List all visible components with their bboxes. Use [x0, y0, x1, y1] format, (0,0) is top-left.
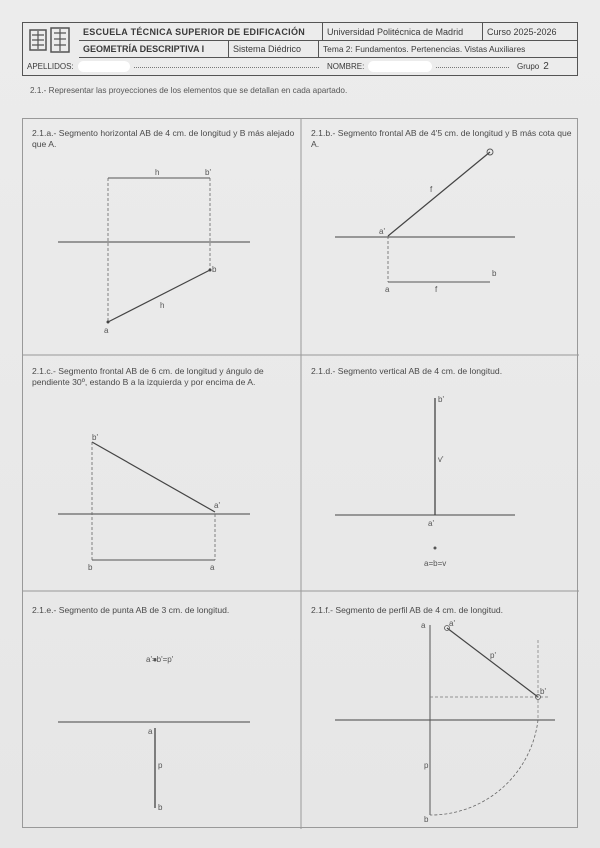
label-f-p: p: [424, 761, 429, 770]
label-f-ap: a': [449, 619, 455, 628]
label-f-a: a: [421, 621, 426, 630]
drawing-2-1-c: [58, 433, 250, 572]
school-name: ESCUELA TÉCNICA SUPERIOR DE EDIFICACIÓN: [79, 23, 323, 40]
label-b-b: b: [492, 269, 497, 278]
label-c-a: a: [210, 563, 215, 572]
topic-name: Tema 2: Fundamentos. Pertenencias. Vistas Auxiliares: [323, 43, 526, 54]
label-a-h: h: [155, 168, 160, 177]
course-year: Curso 2025-2026: [487, 26, 557, 37]
university-name: Universidad Politécnica de Madrid: [323, 23, 483, 40]
subject-name: GEOMETRÍA DESCRIPTIVA I: [79, 40, 229, 57]
label-e-top: a'=b'=p': [146, 655, 174, 664]
caption-2-1-d: 2.1.d.- Segmento vertical AB de 4 cm. de longitud.: [311, 366, 503, 376]
label-e-b: b: [158, 803, 163, 812]
surname-label: APELLIDOS:: [27, 62, 74, 71]
label-c-b: b: [88, 563, 93, 572]
group-label: Grupo: [517, 62, 540, 71]
caption-2-1-c: 2.1.c.- Segmento frontal AB de 6 cm. de longitud y ángulo de pendiente 30º, estando B a la izquierda y por encima de A.: [32, 366, 264, 387]
label-d-v: v': [438, 455, 444, 464]
label-e-p: p: [158, 761, 163, 770]
label-a-hp: h: [160, 301, 165, 310]
label-b-fp: f: [435, 285, 438, 294]
label-e-a: a: [148, 727, 153, 736]
caption-2-1-e: 2.1.e.- Segmento de punta AB de 3 cm. de longitud.: [32, 605, 230, 615]
label-b-a: a: [385, 285, 390, 294]
label-a-bp: b': [205, 168, 211, 177]
label-c-ap: a': [214, 501, 220, 510]
system-name: Sistema Diédrico: [229, 40, 319, 57]
label-d-bp: b': [438, 395, 444, 404]
label-b-f: f: [430, 185, 433, 194]
caption-2-1-f: 2.1.f.- Segmento de perfil AB de 4 cm. de longitud.: [311, 605, 504, 615]
label-a-b: b: [212, 265, 217, 274]
drawing-2-1-d: [335, 395, 515, 568]
label-d-ab: a=b=v: [424, 559, 447, 568]
caption-2-1-b: 2.1.b.- Segmento frontal AB de 4'5 cm. de longitud y B más cota que A.: [311, 128, 572, 149]
drawing-2-1-f: [335, 619, 555, 824]
label-d-ap: a': [428, 519, 434, 528]
label-c-bp: b': [92, 433, 98, 442]
intro-statement: 2.1.- Representar las proyecciones de los elementos que se detallan en cada apartado.: [30, 86, 348, 95]
label-f-b: b: [424, 815, 429, 824]
label-f-bp: b': [540, 687, 546, 696]
group-value: 2: [543, 61, 549, 72]
drawing-2-1-b: [335, 149, 515, 294]
drawing-2-1-e: [58, 655, 250, 812]
drawing-2-1-a: [58, 168, 250, 335]
caption-2-1-a: 2.1.a.- Segmento horizontal AB de 4 cm. de longitud y B más alejado que A.: [32, 128, 295, 149]
name-label: NOMBRE:: [327, 62, 365, 71]
label-b-ap: a': [379, 227, 385, 236]
label-f-pp: p': [490, 651, 496, 660]
label-a-a: a: [104, 326, 109, 335]
